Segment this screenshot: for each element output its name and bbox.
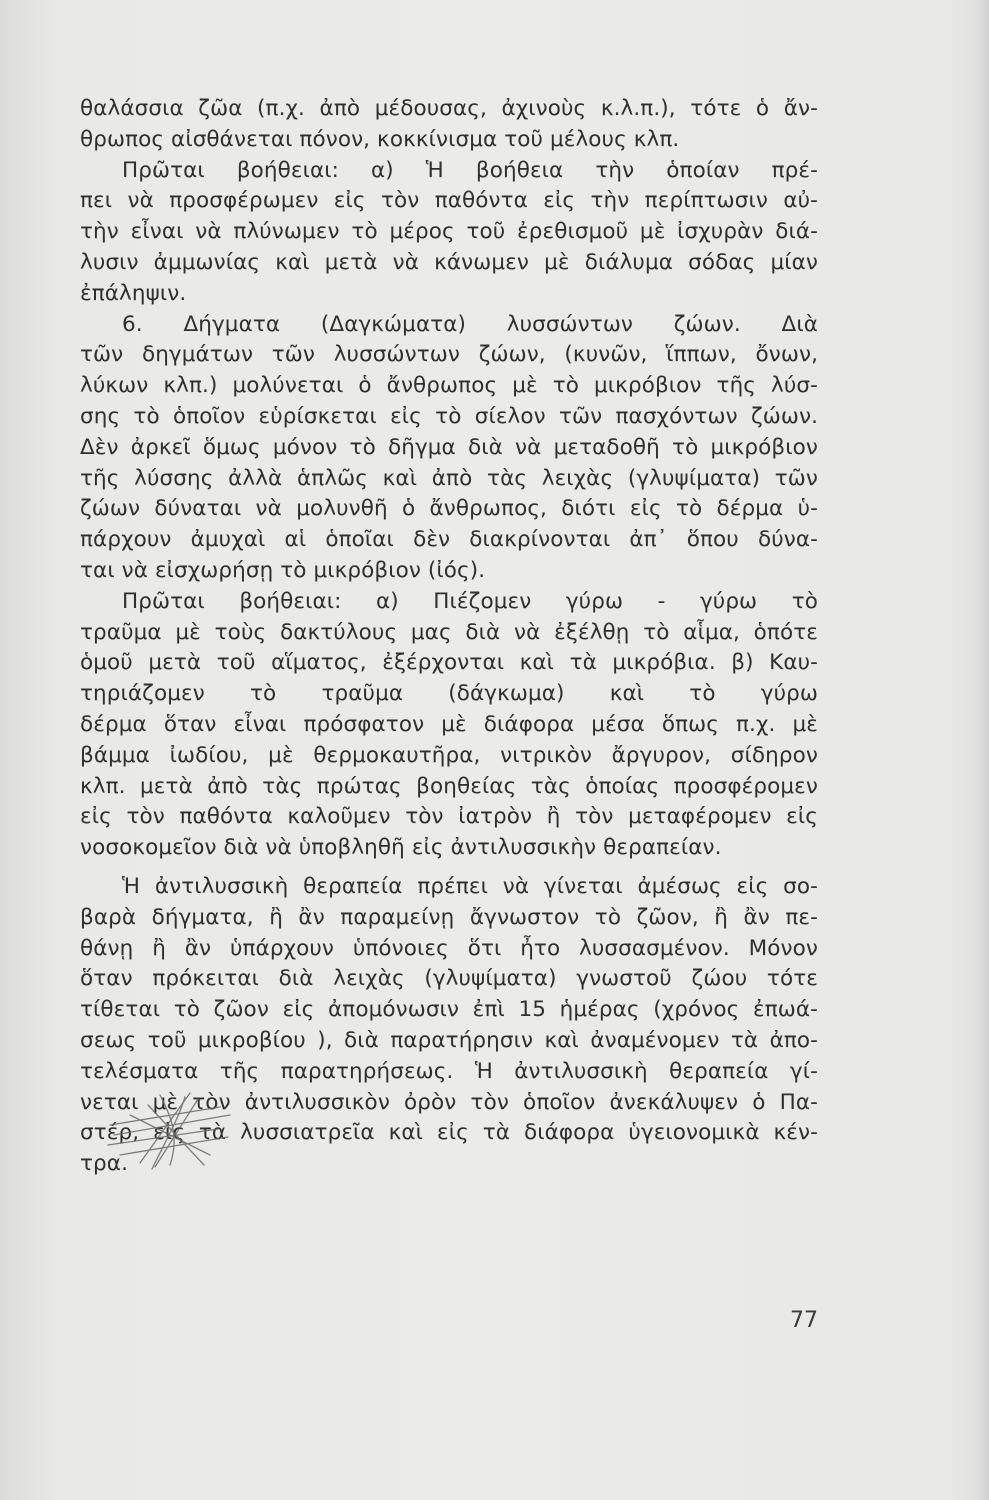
text-line: βάμμα ἰωδίου, μὲ θερμοκαυτῆρα, νιτρικὸν ἄργυρον, σίδηρον bbox=[80, 742, 818, 768]
text-line: δέρμα ὅταν εἶναι πρόσφατον μὲ διάφορα μέσα ὅπως π.χ. μὲ bbox=[80, 711, 818, 737]
text-line: λύκων κλπ.) μολύνεται ὁ ἄνθρωπος μὲ τὸ μικρόβιον τῆς λύσ- bbox=[80, 373, 818, 399]
text-line: βαρὰ δήγματα, ἢ ἂν παραμείνῃ ἄγνωστον τὸ ζῶον, ἢ ἂν πε- bbox=[80, 904, 818, 930]
section-heading-line: 6. Δήγματα (Δαγκώματα) λυσσώντων ζώων. Διὰ bbox=[122, 311, 818, 337]
text-line: ἐπάληψιν. bbox=[80, 280, 187, 306]
text-line: σης τὸ ὁποῖον εὑρίσκεται εἰς τὸ σίελον τῶν πασχόντων ζώων. bbox=[80, 403, 818, 429]
text-line: ται νὰ εἰσχωρήσῃ τὸ μικρόβιον (ἰός). bbox=[80, 557, 486, 583]
text-line: ζώων δύναται νὰ μολυνθῆ ὁ ἄνθρωπος, διότι εἰς τὸ δέρμα ὑ- bbox=[80, 496, 818, 522]
paragraph-first-aid-2 bbox=[80, 587, 818, 864]
text-line: Πρῶται βοήθειαι: α) Πιέζομεν γύρω - γύρω τὸ bbox=[122, 588, 818, 614]
text-line: θαλάσσια ζῶα (π.χ. ἀπὸ μέδουσας, ἀχινοὺς κ.λ.π.), τότε ὁ ἄν- bbox=[80, 96, 818, 121]
text-line: σεως τοῦ μικροβίου ), διὰ παρατήρησιν καὶ ἀναμένομεν τὰ ἀπο- bbox=[80, 1027, 818, 1053]
paragraph-intro bbox=[80, 94, 818, 156]
page-number: 77 bbox=[790, 1308, 818, 1333]
text-line: νεται μὲ τὸν ἀντιλυσσικὸν ὀρὸν τὸν ὁποῖον ἀνεκάλυψεν ὁ Πα- bbox=[80, 1089, 818, 1115]
text-line: τίθεται τὸ ζῶον εἰς ἀπομόνωσιν ἐπὶ 15 ἡμέρας (χρόνος ἐπωά- bbox=[80, 997, 818, 1023]
pencil-scribble-icon bbox=[100, 1085, 240, 1175]
text-line: στέρ, εἰς τὰ λυσσιατρεῖα καὶ εἰς τὰ διάφορα ὑγειονομικὰ κέν- bbox=[80, 1120, 818, 1146]
text-line: εἰς τὸν παθόντα καλοῦμεν τὸν ἰατρὸν ἢ τὸν μεταφέρομεν εἰς bbox=[80, 804, 818, 830]
text-line: θάνῃ ἢ ἂν ὑπάρχουν ὑπόνοιες ὅτι ἦτο λυσσασμένον. Μόνον bbox=[80, 935, 818, 961]
text-line: Πρῶται βοήθειαι: α) Ἡ βοήθεια τὴν ὁποίαν πρέ- bbox=[122, 157, 818, 183]
paragraph-gap bbox=[80, 864, 818, 872]
text-line: τρα. bbox=[80, 1151, 128, 1177]
text-line: νοσοκομεῖον διὰ νὰ ὑποβληθῆ εἰς ἀντιλυσσικὴν θεραπείαν. bbox=[80, 835, 722, 861]
text-line: λυσιν ἀμμωνίας καὶ μετὰ νὰ κάνωμεν μὲ διάλυμα σόδας μίαν bbox=[80, 249, 818, 275]
text-line: ὅταν πρόκειται διὰ λειχὰς (γλυψίματα) γνωστοῦ ζώου τότε bbox=[80, 966, 818, 992]
text-line: πάρχουν ἀμυχαὶ αἱ ὁποῖαι δὲν διακρίνονται ἀπ᾿ ὅπου δύνα- bbox=[80, 527, 818, 553]
text-line: πει νὰ προσφέρωμεν εἰς τὸν παθόντα εἰς τὴν περίπτωσιν αὐ- bbox=[80, 188, 818, 214]
text-line: ὁμοῦ μετὰ τοῦ αἵματος, ἐξέρχονται καὶ τὰ μικρόβια. β) Καυ- bbox=[80, 650, 818, 676]
page-edge-shadow bbox=[975, 0, 989, 1500]
text-line: Δὲν ἀρκεῖ ὅμως μόνον τὸ δῆγμα διὰ νὰ μεταδοθῆ τὸ μικρόβιον bbox=[80, 434, 818, 460]
text-line: τῆς λύσσης ἀλλὰ ἁπλῶς καὶ ἀπὸ τὰς λειχὰς (γλυψίματα) τῶν bbox=[80, 465, 818, 491]
text-line: τελέσματα τῆς παρατηρήσεως. Ἡ ἀντιλυσσικὴ θεραπεία γί- bbox=[80, 1058, 818, 1084]
paragraph-section-6 bbox=[80, 310, 818, 587]
body-text bbox=[80, 94, 818, 1180]
text-line: τηριάζομεν τὸ τραῦμα (δάγκωμα) καὶ τὸ γύρω bbox=[80, 681, 818, 707]
text-line: τὴν εἶναι νὰ πλύνωμεν τὸ μέρος τοῦ ἐρεθισμοῦ μὲ ἰσχυρὰν διά- bbox=[80, 219, 818, 245]
text-line: τραῦμα μὲ τοὺς δακτύλους μας διὰ νὰ ἐξέλθῃ τὸ αἷμα, ὁπότε bbox=[80, 619, 818, 645]
text-line: κλπ. μετὰ ἀπὸ τὰς πρώτας βοηθείας τὰς ὁποίας προσφέρομεν bbox=[80, 773, 818, 799]
text-line: τῶν δηγμάτων τῶν λυσσώντων ζώων, (κυνῶν, ἵππων, ὄνων, bbox=[80, 342, 818, 368]
text-line: Ἡ ἀντιλυσσικὴ θεραπεία πρέπει νὰ γίνεται ἀμέσως εἰς σο- bbox=[122, 873, 818, 899]
paragraph-first-aid-1 bbox=[80, 156, 818, 310]
text-line: θρωπος αἰσθάνεται πόνον, κοκκίνισμα τοῦ μέλους κλπ. bbox=[80, 126, 680, 152]
